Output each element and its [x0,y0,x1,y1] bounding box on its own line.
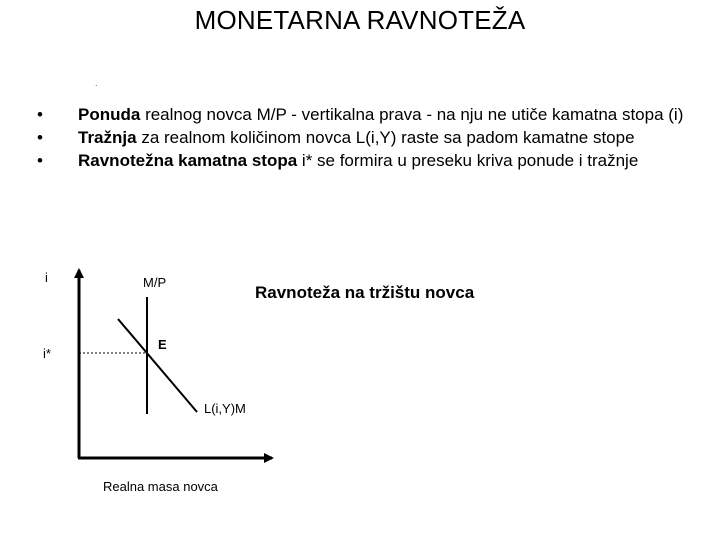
bullet-text: realnog novca M/P - vertikalna prava - na nju ne utiče kamatna stopa (i) [140,105,684,124]
bullet-text: i* se formira u preseku kriva ponude i tražnje [297,151,639,170]
bullet-icon: • [37,151,43,170]
equilibrium-rate-label: i* [43,346,51,361]
bullet-text: za realnom količinom novca L(i,Y) raste sa padom kamatne stope [136,128,635,147]
supply-curve-label: M/P [143,275,167,290]
diagram-caption: Ravnoteža na tržištu novca [255,283,475,302]
bullet-bold-term: Tražnja [78,128,137,147]
page-title: MONETARNA RAVNOTEŽA [194,5,526,35]
stray-mark: . [95,78,98,88]
x-axis-label: Realna masa novca [103,479,218,494]
bullet-bold-term: Ponuda [78,105,141,124]
bullet-icon: • [37,128,43,147]
y-axis-label: i [45,270,48,285]
bullet-bold-term: Ravnotežna kamatna stopa [78,151,298,170]
equilibrium-point-label: E [158,337,167,352]
bullet-icon: • [37,105,43,124]
demand-curve [118,319,197,412]
demand-curve-label: L(i,Y)M [204,401,246,416]
